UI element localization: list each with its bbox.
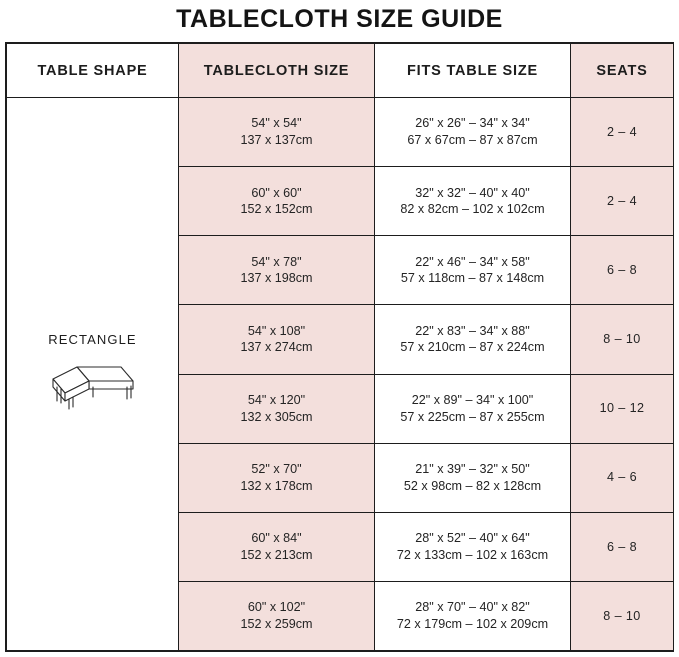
- size-inches: 54" x 78": [251, 254, 302, 269]
- table-header: [7, 44, 674, 98]
- size-cm: 152 x 152cm: [240, 202, 313, 217]
- fits-table-size-cell: [375, 98, 571, 167]
- seats-cell: 10 – 12: [571, 374, 674, 443]
- fits-table-size-cell: [375, 167, 571, 236]
- column-header-seats: SEATS: [571, 44, 674, 98]
- fits-table-size-cell: [375, 512, 571, 581]
- table-header-row: [7, 44, 674, 98]
- seats-cell: 6 – 8: [571, 236, 674, 305]
- column-header-tablecloth-size: TABLECLOTH SIZE: [179, 44, 375, 98]
- fits-table-size-cell: [375, 305, 571, 374]
- size-cm: 137 x 274cm: [240, 340, 313, 355]
- fits-cm: 57 x 118cm – 87 x 148cm: [400, 271, 545, 286]
- size-inches: 60" x 60": [251, 185, 302, 200]
- tablecloth-size-cell: [179, 443, 375, 512]
- size-guide-table-container: [5, 42, 674, 652]
- fits-inches: 22" x 89" – 34" x 100": [411, 392, 534, 407]
- fits-table-size-cell: [375, 236, 571, 305]
- table-row: [7, 98, 674, 167]
- column-header-table-shape: TABLE SHAPE: [7, 44, 179, 98]
- column-header-fits-table-size: FITS TABLE SIZE: [375, 44, 571, 98]
- size-inches: 54" x 120": [247, 392, 306, 407]
- shape-label: RECTANGLE: [48, 331, 137, 347]
- seats-cell: 2 – 4: [571, 98, 674, 167]
- rectangle-tablecloth-icon: [7, 355, 178, 417]
- tablecloth-size-cell: [179, 512, 375, 581]
- tablecloth-size-cell: [179, 167, 375, 236]
- fits-inches: 21" x 39" – 32" x 50": [415, 462, 530, 477]
- seats-cell: 4 – 6: [571, 443, 674, 512]
- seats-cell: 8 – 10: [571, 581, 674, 650]
- fits-table-size-cell: [375, 443, 571, 512]
- fits-cm: 82 x 82cm – 102 x 102cm: [400, 202, 545, 217]
- size-guide-table: [6, 43, 674, 651]
- size-inches: 52" x 70": [251, 462, 302, 477]
- fits-cm: 72 x 179cm – 102 x 209cm: [396, 616, 549, 631]
- fits-cm: 72 x 133cm – 102 x 163cm: [396, 547, 549, 562]
- tablecloth-size-cell: [179, 98, 375, 167]
- size-cm: 132 x 305cm: [240, 409, 313, 424]
- fits-cm: 57 x 225cm – 87 x 255cm: [400, 409, 545, 424]
- seats-cell: 6 – 8: [571, 512, 674, 581]
- fits-inches: 28" x 52" – 40" x 64": [415, 531, 530, 546]
- size-inches: 60" x 102": [247, 600, 306, 615]
- fits-cm: 67 x 67cm – 87 x 87cm: [407, 133, 538, 148]
- tablecloth-size-cell: [179, 236, 375, 305]
- size-inches: 54" x 108": [247, 323, 306, 338]
- tablecloth-size-cell: [179, 305, 375, 374]
- fits-inches: 22" x 46" – 34" x 58": [415, 254, 530, 269]
- page-title: TABLECLOTH SIZE GUIDE: [176, 5, 503, 33]
- fits-cm: 57 x 210cm – 87 x 224cm: [400, 340, 545, 355]
- size-cm: 152 x 213cm: [240, 547, 313, 562]
- table-shape-cell: [7, 98, 179, 651]
- size-inches: 60" x 84": [251, 531, 302, 546]
- tablecloth-size-cell: [179, 374, 375, 443]
- table-body: [7, 98, 674, 651]
- fits-cm: 52 x 98cm – 82 x 128cm: [403, 478, 542, 493]
- fits-inches: 26" x 26" – 34" x 34": [415, 116, 530, 131]
- seats-cell: 8 – 10: [571, 305, 674, 374]
- size-cm: 152 x 259cm: [240, 616, 313, 631]
- fits-table-size-cell: [375, 581, 571, 650]
- size-cm: 137 x 137cm: [240, 133, 313, 148]
- fits-table-size-cell: [375, 374, 571, 443]
- seats-cell: 2 – 4: [571, 167, 674, 236]
- size-cm: 132 x 178cm: [240, 478, 313, 493]
- fits-inches: 22" x 83" – 34" x 88": [415, 323, 530, 338]
- tablecloth-size-cell: [179, 581, 375, 650]
- size-cm: 137 x 198cm: [240, 271, 313, 286]
- size-inches: 54" x 54": [251, 116, 302, 131]
- fits-inches: 28" x 70" – 40" x 82": [415, 600, 530, 615]
- fits-inches: 32" x 32" – 40" x 40": [415, 185, 530, 200]
